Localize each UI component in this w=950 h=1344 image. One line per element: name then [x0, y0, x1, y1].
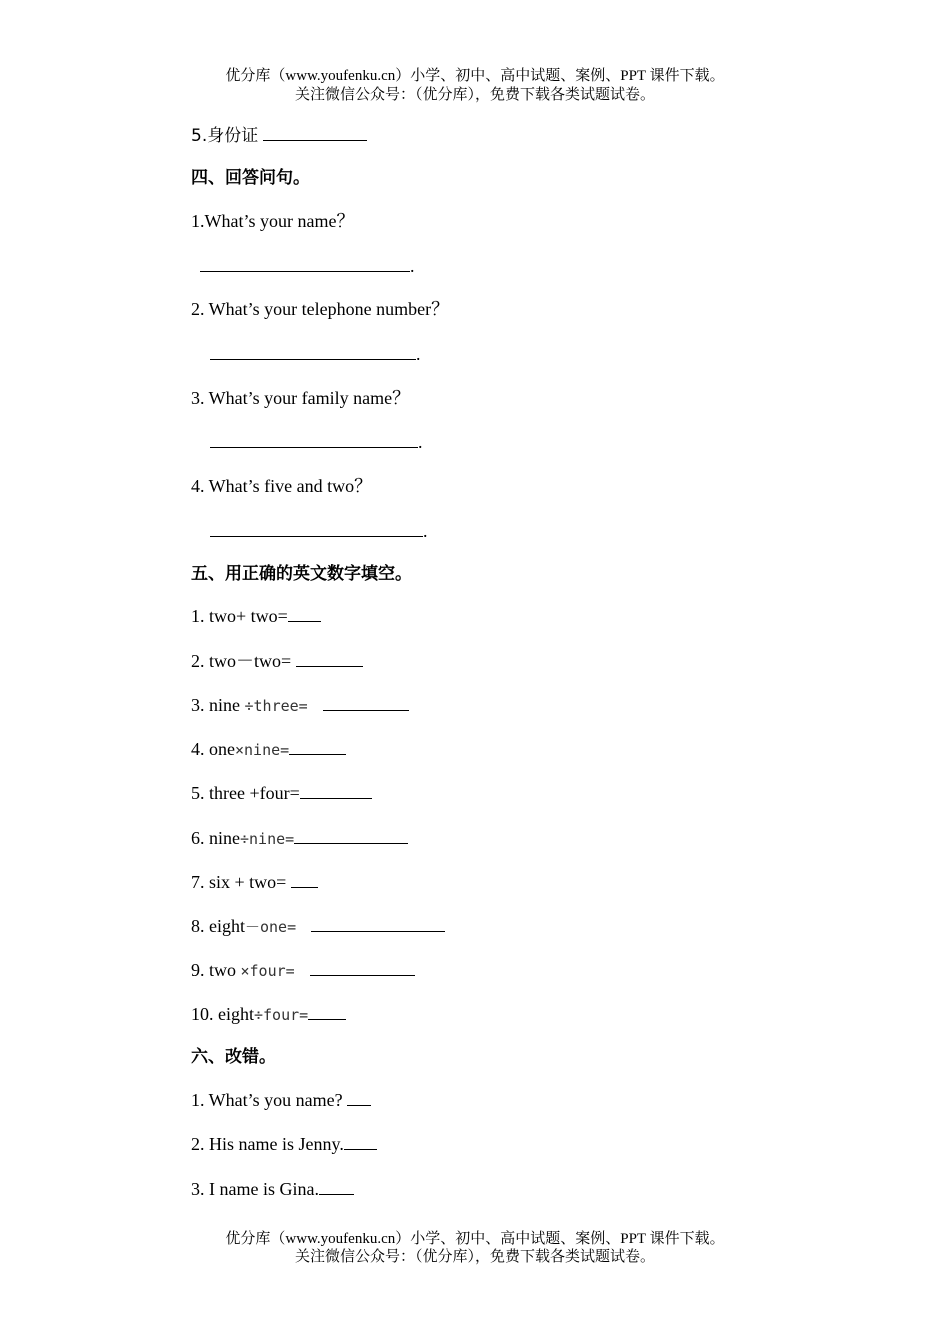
answer-blank[interactable] — [289, 738, 346, 755]
page-header-line-1: 优分库（www.youfenku.cn）小学、初中、高中试题、案例、PPT 课件下载。 — [225, 68, 725, 84]
answer-line-1[interactable] — [200, 255, 415, 277]
answer-blank[interactable] — [300, 782, 372, 799]
math-item-operator: ÷four= — [254, 1006, 309, 1024]
math-item-3 — [191, 694, 409, 717]
answer-blank[interactable] — [347, 1089, 371, 1106]
period: . — [410, 256, 415, 276]
error-item-2 — [191, 1133, 377, 1155]
math-item-operator: ÷nine= — [240, 830, 295, 848]
math-item-8 — [191, 915, 445, 938]
answer-blank[interactable] — [323, 694, 409, 711]
period: . — [423, 521, 428, 541]
math-item-10 — [191, 1003, 346, 1026]
section-4-title: 四、回答问句。 — [191, 168, 310, 188]
error-item-text: 3. I name is Gina. — [191, 1179, 319, 1199]
math-item-6 — [191, 827, 408, 850]
question-4: 4. What’s five and two？ — [191, 476, 373, 496]
answer-blank[interactable] — [210, 431, 418, 448]
answer-blank[interactable] — [263, 124, 367, 141]
page-header-line-2: 关注微信公众号：（优分库），免费下载各类试题试卷。 — [294, 87, 655, 103]
math-item-operator: －one= — [245, 918, 306, 936]
math-item-operator: －two= — [236, 651, 296, 671]
answer-line-3[interactable] — [210, 431, 423, 453]
period: . — [416, 344, 421, 364]
math-item-operator: ×four= — [240, 962, 304, 980]
answer-blank[interactable] — [291, 871, 318, 888]
question-2: 2. What’s your telephone number？ — [191, 299, 450, 319]
math-item-7 — [191, 871, 318, 893]
math-item-text: 6. nine — [191, 828, 240, 848]
math-item-text: 9. two — [191, 960, 241, 980]
math-item-text: 3. nine — [191, 695, 245, 715]
page-footer-line-1: 优分库（www.youfenku.cn）小学、初中、高中试题、案例、PPT 课件下载。 — [225, 1231, 725, 1247]
error-item-text: 2. His name is Jenny. — [191, 1134, 344, 1154]
error-item-3 — [191, 1178, 354, 1200]
error-item-text: 1. What’s you name? — [191, 1090, 348, 1110]
answer-blank[interactable] — [210, 520, 423, 537]
answer-blank[interactable] — [319, 1178, 354, 1195]
answer-blank[interactable] — [296, 650, 363, 667]
answer-blank[interactable] — [310, 959, 415, 976]
section-6-title: 六、改错。 — [191, 1047, 276, 1067]
math-item-9 — [191, 959, 415, 982]
answer-line-2[interactable] — [210, 343, 421, 365]
math-item-text: 10. eight — [191, 1004, 254, 1024]
answer-blank[interactable] — [288, 605, 321, 622]
math-item-text: 8. eight — [191, 916, 245, 936]
math-item-text: 2. two — [191, 651, 236, 671]
math-item-text: 5. three +four= — [191, 783, 300, 803]
item-id-card-label: 5.身份证 — [191, 126, 259, 146]
math-item-1 — [191, 605, 321, 627]
math-item-text: 1. two+ two= — [191, 606, 288, 626]
question-3: 3. What’s your family name？ — [191, 388, 411, 408]
math-item-text: 4. one — [191, 739, 235, 759]
answer-blank[interactable] — [344, 1133, 377, 1150]
answer-line-4[interactable] — [210, 520, 428, 542]
answer-blank[interactable] — [294, 827, 408, 844]
math-item-4 — [191, 738, 346, 761]
page-footer-line-2: 关注微信公众号：（优分库），免费下载各类试题试卷。 — [294, 1249, 655, 1265]
section-5-title: 五、用正确的英文数字填空。 — [191, 564, 412, 584]
math-item-5 — [191, 782, 372, 804]
error-item-1 — [191, 1089, 371, 1111]
math-item-2 — [191, 650, 363, 672]
question-1: 1.What’s your name？ — [191, 211, 355, 231]
period: . — [418, 432, 423, 452]
answer-blank[interactable] — [308, 1003, 346, 1020]
answer-blank[interactable] — [210, 343, 416, 360]
math-item-text: 7. six + two= — [191, 872, 291, 892]
answer-blank[interactable] — [200, 255, 410, 272]
math-item-operator: ×nine= — [235, 741, 290, 759]
math-item-operator: ÷three= — [244, 697, 317, 715]
answer-blank[interactable] — [311, 915, 445, 932]
item-id-card — [191, 124, 367, 147]
